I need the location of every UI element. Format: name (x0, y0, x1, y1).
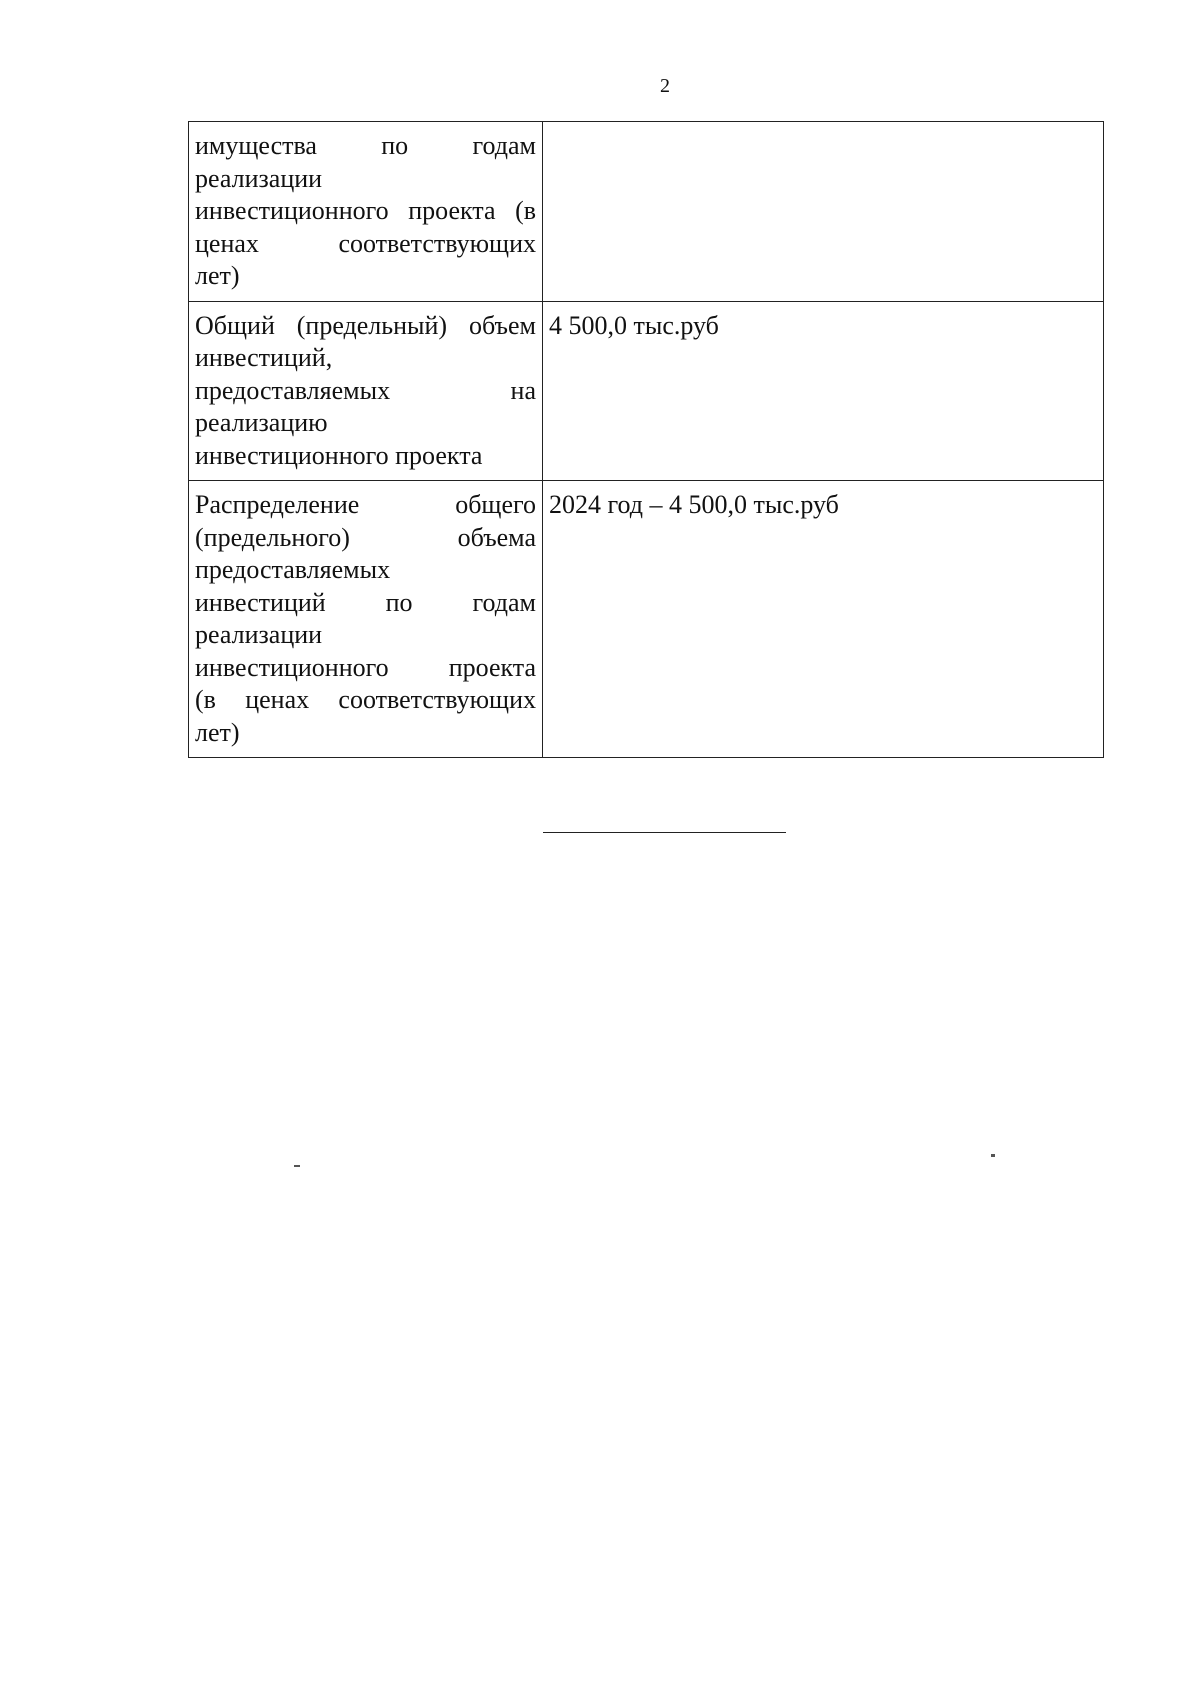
table-row (189, 122, 1104, 302)
label-line: ценах соответствующих (195, 228, 536, 258)
label-line: (в ценах соответствующих (195, 685, 536, 714)
label-line: инвестиций по годам (195, 587, 536, 617)
label-line: инвестиционного проекта (в (195, 196, 536, 225)
table-row (189, 301, 1104, 481)
label-line: Общий (предельный) объем (195, 310, 536, 340)
label-line: лет) (195, 261, 240, 290)
investment-table (188, 121, 1104, 758)
label-line: имущества по годам (195, 131, 536, 160)
label-line: реализации (195, 163, 323, 193)
label-line: инвестиционного проекта (195, 440, 483, 470)
row-value-cell: 4 500,0 тыс.руб (543, 301, 1104, 481)
page-number: 2 (660, 75, 670, 97)
label-line: инвестиций, (195, 343, 333, 372)
row-label-cell (189, 301, 543, 481)
label-line: (предельного) объема (195, 522, 536, 552)
row-value-cell: 2024 год – 4 500,0 тыс.руб (543, 481, 1104, 758)
row-label-cell (189, 122, 543, 302)
label-line: предоставляемых (195, 555, 391, 584)
label-line: инвестиционного проекта (195, 652, 536, 682)
label-line: Распределение общего (195, 490, 536, 519)
row-label-cell (189, 481, 543, 758)
row-value-cell (543, 122, 1104, 302)
label-line: реализации (195, 620, 323, 649)
scan-speck (991, 1154, 995, 1157)
scan-speck (294, 1165, 300, 1167)
label-line: реализацию (195, 408, 328, 437)
end-divider-line (543, 832, 786, 833)
label-line: лет) (195, 717, 240, 747)
table-row (189, 481, 1104, 758)
label-line: предоставляемых на (195, 375, 536, 405)
